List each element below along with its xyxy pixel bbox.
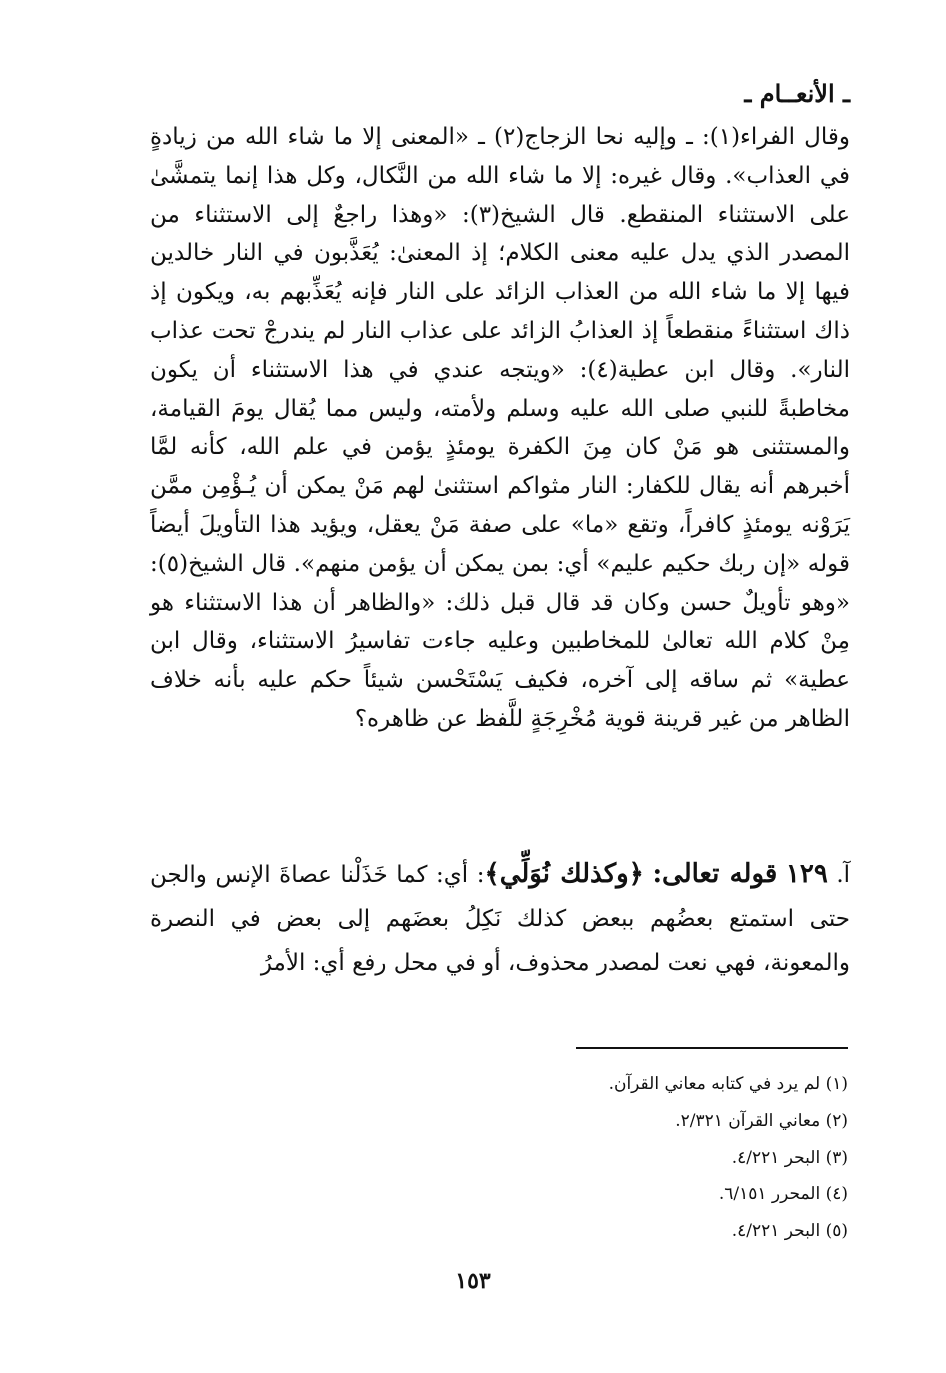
verse-quote: ﴿وكذلك نُوَلِّي﴾ bbox=[484, 859, 644, 889]
footnote-item: (٣) البحر ٤/٢٢١. bbox=[731, 1147, 848, 1168]
footnote-item: (١) لم يرد في كتابه معاني القرآن. bbox=[608, 1074, 848, 1094]
footnote-item: (٤) المحرر ٦/١٥١. bbox=[718, 1184, 848, 1205]
running-header: ـ الأنعــام ـ bbox=[744, 79, 850, 108]
footnotes-list bbox=[448, 1066, 848, 1250]
paragraph-text: وقال الفراء(١): ـ وإليه نحا الزجاج(٢) ـ «المعنى إلا ما شاء الله من زيادةٍ في العذاب». وقال غيره: إلا ما شاء الله من النَّكال، وكل هذا إنما يتمشَّىٰ على الاستثناء المنقطع. قال الشيخ(٣): «وهذا راجعٌ إلى الاستثناء من المصدر الذي يدل عليه معنى الكلام؛ إذ المعنىٰ: يُعَذَّبون في النار خالدين فيها إلا ما شاء الله من العذاب الزائد على النار فإنه يُعَذِّبهم به، ويكون إذ ذاك استثناءً منقطعاً إذ العذابُ الزائد على عذاب النار لم يندرجْ تحت عذاب النار». وقال ابن عطية(٤): «ويتجه عندي في هذا الاستثناء أن يكون مخاطبةً للنبي صلى الله عليه وسلم ولأمته، وليس مما يُقال يومَ القيامة، والمستثنى هو مَنْ كان مِنَ الكفرة يومئذٍ يؤمن في علم الله، كأنه لمَّا أخبرهم أنه يقال للكفار: النار مثواكم استثنىٰ لهم مَنْ يمكن أن يُـؤْمِن ممَّن يَرَوْنه يومئذٍ كافراً، وتقع «ما» على صفة مَنْ يعقل، ويؤيد هذا التأويلَ أيضاً قوله «إن ربك حكيم عليم» أي: بمن يمكن أن يؤمن منهم». قال الشيخ(٥): «وهو تأويلٌ حسن وكان قد قال قبل ذلك: «والظاهر أن هذا الاستثناء هو مِنْ كلام الله تعالىٰ للمخاطبين وعليه جاءت تفاسيرُ الاستثناء، وقال ابن عطية» ثم ساقه إلى آخره، فكيف يَسْتَحْسن شيئاً حكم عليه بأنه خلاف الظاهر من غير قرينة قوية مُخْرِجَةٍ للَّفظ عن ظاهره؟ bbox=[150, 124, 850, 732]
footnote-item: (٢) معاني القرآن ٢/٣٢١. bbox=[675, 1110, 848, 1131]
verse-marker: آ. bbox=[836, 862, 851, 888]
verse-intro: قوله تعالى: bbox=[652, 859, 778, 889]
paragraph-text bbox=[150, 852, 850, 985]
footnote-divider bbox=[576, 1047, 848, 1049]
verse-number: ١٢٩ bbox=[785, 859, 828, 889]
verse-explanation: : أي: كما خَذَلْنا عصاةَ الإنس والجن حتى استمتع بعضُهم ببعض كذلك نَكِلُ بعضَهم إلى بعض في النصرة والمعونة، فهي نعت لمصدر محذوف، أو في محل رفع أي: الأمرُ bbox=[150, 862, 850, 976]
footnote-item: (٥) البحر ٤/٢٢١. bbox=[731, 1221, 848, 1242]
commentary-paragraph-2 bbox=[150, 852, 850, 985]
page-number: ١٥٣ bbox=[455, 1268, 491, 1294]
commentary-paragraph-1 bbox=[150, 118, 850, 739]
